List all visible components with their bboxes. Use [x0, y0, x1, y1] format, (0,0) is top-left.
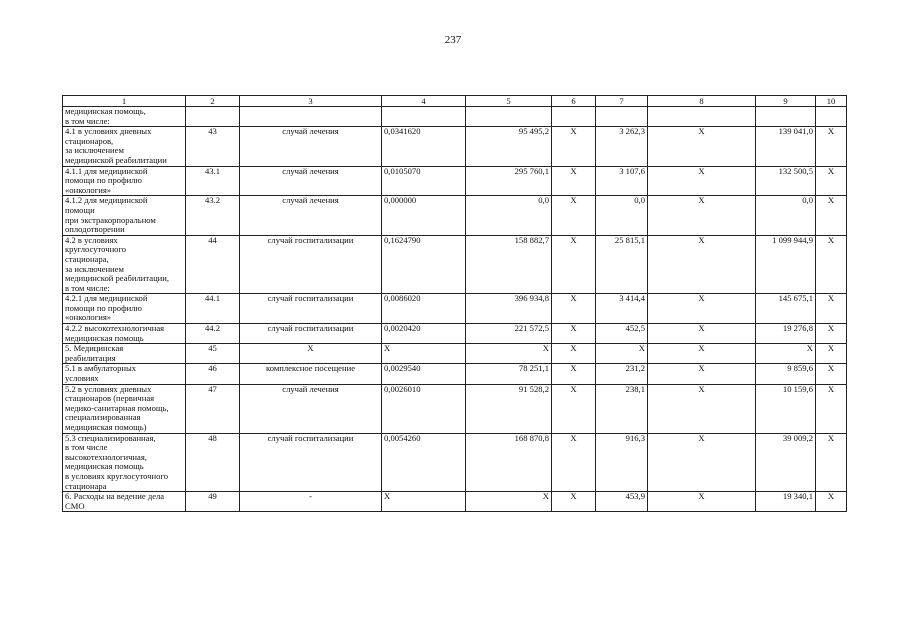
row-col7: 3 107,6: [596, 166, 648, 196]
table-row: [63, 235, 847, 294]
row-cost: 158 882,7: [466, 235, 552, 294]
header-row: [63, 96, 847, 107]
row-unit: случай госпитализации: [240, 235, 382, 294]
row-col10: X: [816, 492, 847, 512]
row-volume: 0,0341620: [382, 127, 466, 166]
row-col7: 452,5: [596, 324, 648, 344]
row-col8: X: [648, 294, 756, 324]
row-cost: 78 251,1: [466, 364, 552, 384]
row-col10: X: [816, 166, 847, 196]
table-row: [63, 384, 847, 433]
row-code: 43.2: [186, 196, 240, 235]
table-row: [63, 127, 847, 166]
row-col10: X: [816, 235, 847, 294]
row-unit: комплексное посещение: [240, 364, 382, 384]
column-header: 10: [816, 96, 847, 107]
row-unit: случай лечения: [240, 166, 382, 196]
row-col10: X: [816, 196, 847, 235]
table-row: [63, 433, 847, 492]
row-col7: 0,0: [596, 196, 648, 235]
page-number: 237: [444, 34, 462, 46]
row-col9: 10 159,6: [756, 384, 816, 433]
row-code: 44.1: [186, 294, 240, 324]
row-volume: 0,0086020: [382, 294, 466, 324]
row-col8: X: [648, 384, 756, 433]
table-row: [63, 166, 847, 196]
row-col6: X: [552, 127, 596, 166]
row-volume: [382, 107, 466, 127]
row-unit: случай госпитализации: [240, 324, 382, 344]
row-col9: X: [756, 344, 816, 364]
row-col8: X: [648, 344, 756, 364]
row-col10: X: [816, 294, 847, 324]
row-label: 5.2 в условиях дневных стационаров (первичная медико-санитарная помощь, специализированная медицинская помощь): [63, 384, 186, 433]
row-label: 4.2 в условиях круглосуточного стационара, за исключением медицинской реабилитации, в том числе:: [63, 235, 186, 294]
column-header: 6: [552, 96, 596, 107]
row-col9: 19 340,1: [756, 492, 816, 512]
row-code: 44.2: [186, 324, 240, 344]
row-col7: 916,3: [596, 433, 648, 492]
row-cost: 91 528,2: [466, 384, 552, 433]
row-volume: 0,0105070: [382, 166, 466, 196]
row-unit: случай лечения: [240, 127, 382, 166]
column-header: 4: [382, 96, 466, 107]
row-unit: X: [240, 344, 382, 364]
row-label: 4.1.1 для медицинской помощи по профилю «онкология»: [63, 166, 186, 196]
table-body: [63, 107, 847, 512]
row-volume: 0,0026010: [382, 384, 466, 433]
row-col8: X: [648, 166, 756, 196]
row-col7: 25 815,1: [596, 235, 648, 294]
row-col8: X: [648, 433, 756, 492]
table-row: [63, 364, 847, 384]
row-cost: 396 934,8: [466, 294, 552, 324]
column-header: 7: [596, 96, 648, 107]
row-col9: 19 276,8: [756, 324, 816, 344]
row-col10: X: [816, 364, 847, 384]
row-volume: X: [382, 344, 466, 364]
row-label: 5.3 специализированная, в том числе высокотехнологичная, медицинская помощь в условиях круглосуточного стационара: [63, 433, 186, 492]
row-col10: X: [816, 127, 847, 166]
column-header: 1: [63, 96, 186, 107]
row-col6: X: [552, 196, 596, 235]
row-code: 46: [186, 364, 240, 384]
row-col8: X: [648, 127, 756, 166]
row-code: 43.1: [186, 166, 240, 196]
row-col9: 145 675,1: [756, 294, 816, 324]
row-unit: [240, 107, 382, 127]
row-label: 4.1.2 для медицинской помощи при экстракорпоральном оплодотворении: [63, 196, 186, 235]
row-cost: [466, 107, 552, 127]
row-col9: 132 500,5: [756, 166, 816, 196]
row-col8: [648, 107, 756, 127]
table-row: [63, 344, 847, 364]
row-cost: X: [466, 492, 552, 512]
row-label: 4.2.1 для медицинской помощи по профилю «онкология»: [63, 294, 186, 324]
row-cost: 295 760,1: [466, 166, 552, 196]
row-col9: 139 041,0: [756, 127, 816, 166]
row-col8: X: [648, 492, 756, 512]
row-col10: X: [816, 324, 847, 344]
row-code: [186, 107, 240, 127]
row-col7: 231,2: [596, 364, 648, 384]
row-volume: 0,000000: [382, 196, 466, 235]
row-code: 48: [186, 433, 240, 492]
row-label: 5.1 в амбулаторных условиях: [63, 364, 186, 384]
row-col6: X: [552, 433, 596, 492]
column-header: 9: [756, 96, 816, 107]
row-unit: -: [240, 492, 382, 512]
row-col7: 3 414,4: [596, 294, 648, 324]
row-col7: 3 262,3: [596, 127, 648, 166]
table-row: [63, 107, 847, 127]
row-col10: X: [816, 433, 847, 492]
row-cost: X: [466, 344, 552, 364]
row-col6: X: [552, 344, 596, 364]
row-col10: X: [816, 344, 847, 364]
row-cost: 0,0: [466, 196, 552, 235]
row-col6: X: [552, 166, 596, 196]
row-label: 4.1 в условиях дневных стационаров, за исключением медицинской реабилитации: [63, 127, 186, 166]
row-col7: [596, 107, 648, 127]
row-col7: X: [596, 344, 648, 364]
row-col8: X: [648, 235, 756, 294]
row-col9: 1 099 944,9: [756, 235, 816, 294]
column-header: 5: [466, 96, 552, 107]
row-col7: 238,1: [596, 384, 648, 433]
row-col6: [552, 107, 596, 127]
row-volume: 0,1624790: [382, 235, 466, 294]
table-row: [63, 324, 847, 344]
table-row: [63, 196, 847, 235]
row-col6: X: [552, 384, 596, 433]
row-cost: 221 572,5: [466, 324, 552, 344]
row-col9: [756, 107, 816, 127]
data-table: [62, 95, 847, 512]
row-code: 43: [186, 127, 240, 166]
row-volume: 0,0029540: [382, 364, 466, 384]
row-col6: X: [552, 364, 596, 384]
row-label: 6. Расходы на ведение дела СМО: [63, 492, 186, 512]
row-col8: X: [648, 364, 756, 384]
row-col9: 39 009,2: [756, 433, 816, 492]
row-label: медицинская помощь, в том числе:: [63, 107, 186, 127]
row-volume: X: [382, 492, 466, 512]
column-header: 8: [648, 96, 756, 107]
row-unit: случай лечения: [240, 384, 382, 433]
row-col8: X: [648, 324, 756, 344]
row-code: 44: [186, 235, 240, 294]
table-row: [63, 294, 847, 324]
row-volume: 0,0020420: [382, 324, 466, 344]
column-header: 2: [186, 96, 240, 107]
column-header: 3: [240, 96, 382, 107]
row-col7: 453,9: [596, 492, 648, 512]
row-code: 47: [186, 384, 240, 433]
row-col6: X: [552, 492, 596, 512]
row-col10: X: [816, 384, 847, 433]
row-label: 4.2.2 высокотехнологичная медицинская помощь: [63, 324, 186, 344]
row-unit: случай лечения: [240, 196, 382, 235]
row-code: 49: [186, 492, 240, 512]
row-volume: 0,0054260: [382, 433, 466, 492]
row-col9: 0,0: [756, 196, 816, 235]
row-cost: 95 495,2: [466, 127, 552, 166]
row-col9: 9 859,6: [756, 364, 816, 384]
row-col8: X: [648, 196, 756, 235]
row-label: 5. Медицинская реабилитация: [63, 344, 186, 364]
row-unit: случай госпитализации: [240, 433, 382, 492]
row-col6: X: [552, 235, 596, 294]
row-unit: случай госпитализации: [240, 294, 382, 324]
row-col10: [816, 107, 847, 127]
row-code: 45: [186, 344, 240, 364]
row-col6: X: [552, 294, 596, 324]
table-row: [63, 492, 847, 512]
row-col6: X: [552, 324, 596, 344]
row-cost: 168 870,8: [466, 433, 552, 492]
